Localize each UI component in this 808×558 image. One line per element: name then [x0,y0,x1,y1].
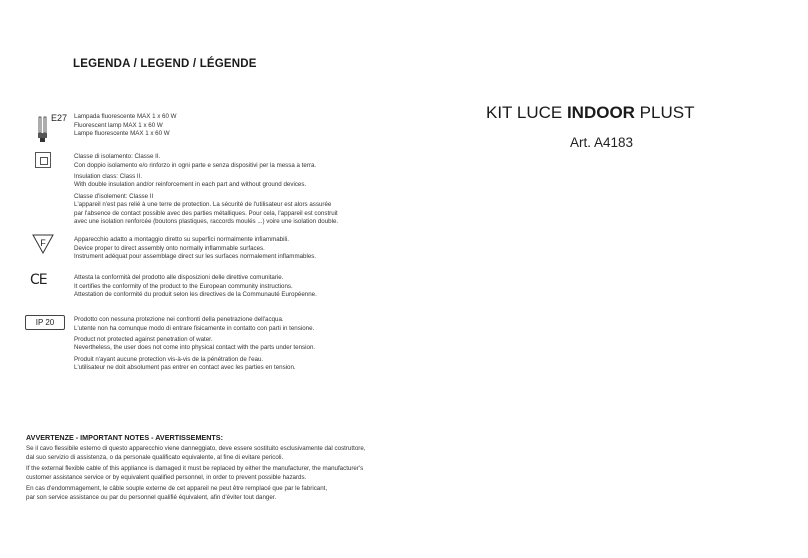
insulation-text [74,153,404,230]
ip-en: Product not protected against penetration of water. Nevertheless, the user does not come into physical contact with the parts under tension. [74,335,316,352]
legend-row-ce [24,274,394,304]
ce-fr: Attestation de conformité du produit selon les directives de la Communauté Européenne. [74,291,317,299]
ip-it: Prodotto con nessuna protezione nei confronti della penetrazione dell'acqua. L'utente non ha comunque modo di entrare fisicamente in contatto con parti in tensione. [74,316,315,332]
insulation-it: Classe di isolamento: Classe II. Con doppio isolamento e/o rinforzo in ogni parte e senza dispositivi per la messa a terra. [74,153,317,169]
ce-en: It certifies the conformity of the product to the European community instructions. [74,282,293,290]
ce-text [74,274,404,300]
ip-text [74,316,404,375]
flammable-surface-icon [32,234,54,254]
product-title [486,103,694,123]
legend-row-flammable [24,236,394,266]
ce-mark-icon: CE [30,272,47,288]
flammable-en: Device proper to direct assembly onto normally inflammable surfaces. [74,244,265,252]
warning-fr: En cas d'endommagement, le câble souple externe de cet appareil ne peut être remplacé que par le fabricant, par son service assistance ou par du personnel qualifié équivalent, afin d'éviter tout danger. [26,485,328,501]
lamp-line-it: Lampada fluorescente MAX 1 x 60 W [74,113,177,120]
flammable-text [74,236,404,262]
legend-row-ip [24,318,394,374]
lamp-line-en: Fluorescent lamp MAX 1 x 60 W [74,121,163,129]
article-number: Art. A4183 [570,135,634,150]
lamp-line-fr: Lampe fluorescente MAX 1 x 60 W [74,130,170,138]
product-title-bold: INDOOR [566,103,635,122]
warnings-text [26,445,396,506]
ip-fr: Produit n'ayant aucune protection vis-à-vis de la pénétration de l'eau. L'utilisateur ne doit absolument pas entrer en contact avec les parties en tension. [74,355,296,372]
flammable-it: Apparecchio adatto a montaggio diretto su superfici normalmente infiammabili. [74,236,289,243]
warnings-title: AVVERTENZE - IMPORTANT NOTES - AVERTISSEMENTS: [26,433,223,442]
socket-label: E27 [51,113,68,123]
legend-title: LEGENDA / LEGEND / LÉGENDE [73,58,257,70]
legend-row-insulation [24,153,394,226]
legend-row-lamp [24,113,394,145]
warning-en: If the external flexible cable of this appliance is damaged it must be replaced by either the manufacturer, the manufacturer's customer assistance service or by equivalent qualified personnel, in order to prevent possible hazards. [26,465,364,481]
warning-it: Se il cavo flessibile esterno di questo apparecchio viene danneggiato, deve essere sostituito esclusivamente dal costruttore, dal suo servizio di assistenza, o da personale qualificato equivalente, al fine di evitare pericoli. [26,445,366,461]
product-title-post: PLUST [634,103,695,122]
ip-rating-badge: IP 20 [25,315,65,330]
ce-it: Attesta la conformità del prodotto alle disposizioni delle direttive comunitarie. [74,274,284,281]
product-title-pre: KIT LUCE [486,103,567,122]
fluorescent-lamp-icon [37,116,49,144]
class-ii-insulation-icon [35,152,51,168]
flammable-symbol: F [40,238,46,248]
lamp-text [74,113,404,139]
insulation-en: Insulation class: Class II. With double insulation and/or reinforcement in each part and without ground devices. [74,172,307,189]
insulation-fr: Classe d'isolement: Classe II L'appareil n'est pas relié à une terre de protection. La sécurité de l'utilisateur est alors assurée par l'absence de contact possible avec des parties métalliques. Pour cela, l'appareil est construit avec une isolation renforcée (boutons plastiques, raccords moulés ...) voire une isolation double. [74,192,339,226]
flammable-fr: Instrument adéquat pour assemblage direct sur les surfaces normalement inflammables. [74,253,317,261]
